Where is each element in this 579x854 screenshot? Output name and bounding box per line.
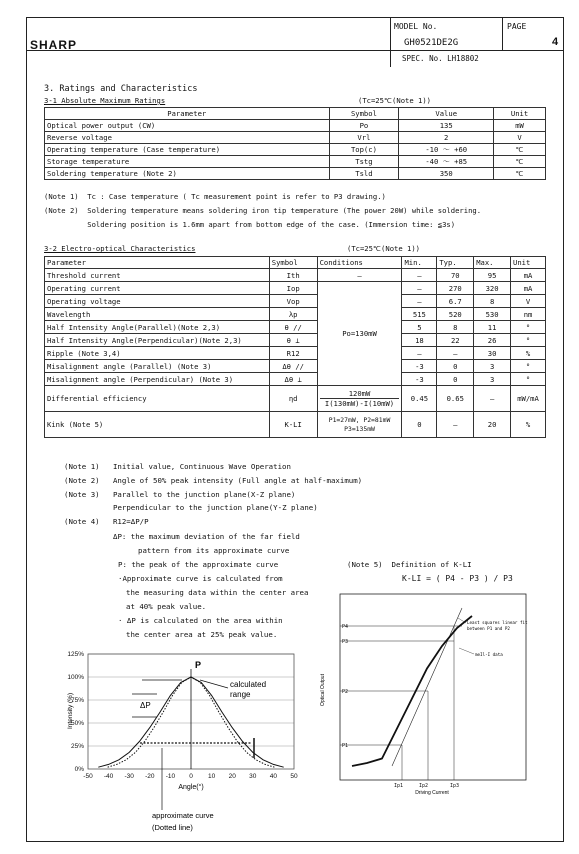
max-cell: 530 <box>474 308 511 321</box>
table-row <box>45 412 546 438</box>
header-box-left <box>390 17 391 67</box>
abs-note-3: Soldering position is 1.6mm apart from bottom edge of the case. (Immersion time: ≦3s) <box>44 220 456 229</box>
symbol-cell: R12 <box>269 347 317 360</box>
linear-fit-line <box>392 608 462 766</box>
spec-number: SPEC. No. LH18802 <box>402 54 479 63</box>
unit-cell: ° <box>511 321 546 334</box>
max-cell: 3 <box>474 373 511 386</box>
typ-cell: – <box>437 347 474 360</box>
symbol-cell: Vop <box>269 295 317 308</box>
abs-note-1: (Note 1) Tc : Case temperature ( Tc measurement point is refer to P3 drawing.) <box>44 192 386 201</box>
y-tick-label: 0% <box>74 766 84 773</box>
y-axis-label: Optical Output <box>320 674 326 706</box>
unit-cell: mA <box>511 282 546 295</box>
lsf-label-sub: between P1 and P2 <box>467 626 510 631</box>
symbol-cell: Iop <box>269 282 317 295</box>
param-cell: Optical power output (CW) <box>45 120 330 132</box>
col-header: Typ. <box>437 257 474 269</box>
max-cell: 11 <box>474 321 511 334</box>
unit-cell: ℃ <box>494 144 546 156</box>
y-tick-label: 100% <box>67 674 84 681</box>
note-4-p: P: the peak of the approximate curve <box>118 560 279 569</box>
value-cell: -10 ～ +60 <box>399 144 494 156</box>
param-cell: Misalignment angle (Perpendicular) (Note 3) <box>45 373 270 386</box>
calculated-label: calculated <box>230 680 267 689</box>
unit-cell: mA <box>511 269 546 282</box>
param-cell: Operating temperature (Case temperature) <box>45 144 330 156</box>
x-tick-label: 30 <box>249 773 257 780</box>
min-cell: 5 <box>402 321 437 334</box>
page-label: PAGE <box>507 22 527 31</box>
typ-cell: 22 <box>437 334 474 347</box>
param-cell: Half Intensity Angle(Parallel)(Note 2,3) <box>45 321 270 334</box>
max-cell: 320 <box>474 282 511 295</box>
y-axis-label: Intensity (%) <box>67 692 74 729</box>
symbol-cell: Ith <box>269 269 317 282</box>
eo-table <box>44 256 546 438</box>
param-cell: Storage temperature <box>45 156 330 168</box>
col-header: Min. <box>402 257 437 269</box>
param-cell: Kink (Note 5) <box>45 412 270 438</box>
param-cell: Operating voltage <box>45 295 270 308</box>
abs-note-2: (Note 2) Soldering temperature means soldering iron tip temperature (The power 20W) while soldering. <box>44 206 482 215</box>
unit-cell: V <box>511 295 546 308</box>
table-row <box>45 308 546 321</box>
typ-cell: 8 <box>437 321 474 334</box>
max-cell: – <box>474 386 511 412</box>
kink-condition-cell <box>317 412 402 438</box>
table-row <box>45 334 546 347</box>
note-4-dp1: ΔP: the maximum deviation of the far field <box>113 532 300 541</box>
param-cell: Half Intensity Angle(Perpendicular)(Note 2,3) <box>45 334 270 347</box>
value-cell: -40 ～ +85 <box>399 156 494 168</box>
min-cell: 515 <box>402 308 437 321</box>
note-5: (Note 5) Definition of K-LI <box>347 560 472 569</box>
min-cell: – <box>402 282 437 295</box>
table-row <box>45 132 546 144</box>
min-cell: 18 <box>402 334 437 347</box>
measured-label: meIl-I data <box>475 652 503 657</box>
col-header: Value <box>399 108 494 120</box>
max-cell: 20 <box>474 412 511 438</box>
model-label: MODEL No. <box>394 22 438 31</box>
p2-label: P2 <box>342 689 349 695</box>
y-tick-label: 25% <box>70 743 84 750</box>
note-1: (Note 1) Initial value, Continuous Wave Operation <box>64 462 291 471</box>
symbol-cell: Tstg <box>329 156 399 168</box>
note-4: (Note 4) R12=ΔP/P <box>64 517 149 526</box>
note-4-b1a: ·Approximate curve is calculated from <box>118 574 283 583</box>
min-cell: – <box>402 269 437 282</box>
de-numerator: 120mW <box>348 389 371 398</box>
de-denominator: I(130mW)-I(10mW) <box>320 398 400 408</box>
col-header: Symbol <box>269 257 317 269</box>
kink-cond-line1: P1=27mW, P2=81mW <box>328 415 391 424</box>
y-tick-label: 125% <box>67 651 84 658</box>
unit-cell: mW <box>494 120 546 132</box>
note-5-formula: K-LI = ( P4 - P3 ) / P3 <box>402 574 513 583</box>
symbol-cell: Top(c) <box>329 144 399 156</box>
unit-cell: ° <box>511 360 546 373</box>
col-header: Parameter <box>45 257 270 269</box>
min-cell: -3 <box>402 373 437 386</box>
abs-condition: (Tc=25℃(Note 1)) <box>358 96 431 105</box>
note-4-b1c: at 40% peak value. <box>126 602 207 611</box>
note-3a: (Note 3) Parallel to the junction plane(X-Z plane) <box>64 490 296 499</box>
x-tick-label: 40 <box>269 773 278 780</box>
x-axis-label: Angle(°) <box>178 784 204 791</box>
ip2-label: Ip2 <box>419 783 429 789</box>
label-dp: ΔP <box>140 701 151 710</box>
unit-cell: ° <box>511 334 546 347</box>
param-cell: Operating current <box>45 282 270 295</box>
unit-cell: % <box>511 412 546 438</box>
value-cell: 350 <box>399 168 494 180</box>
note-4-dp2: pattern from its approximate curve <box>138 546 290 555</box>
table-row <box>45 321 546 334</box>
table-row <box>45 360 546 373</box>
param-cell: Ripple (Note 3,4) <box>45 347 270 360</box>
param-cell: Misalignment angle (Parallel) (Note 3) <box>45 360 270 373</box>
x-tick-label: -50 <box>83 773 93 780</box>
note-4-b2a: · ΔP is calculated on the area within <box>118 616 283 625</box>
table-row <box>45 347 546 360</box>
x-tick-label: -40 <box>103 773 114 780</box>
typ-cell: – <box>437 412 474 438</box>
header-box-right <box>502 17 503 51</box>
symbol-cell: K-LI <box>269 412 317 438</box>
col-header: Symbol <box>329 108 399 120</box>
ip1-label: Ip1 <box>394 783 404 789</box>
max-cell: 3 <box>474 360 511 373</box>
x-tick-label: -20 <box>145 773 155 780</box>
value-cell: 2 <box>399 132 494 144</box>
note-2: (Note 2) Angle of 50% peak intensity (Full angle at half-maximum) <box>64 476 363 485</box>
table-row <box>45 282 546 295</box>
typ-cell: 520 <box>437 308 474 321</box>
symbol-cell: λp <box>269 308 317 321</box>
table-header-row <box>45 257 546 269</box>
p4-label: P4 <box>342 624 349 630</box>
value-cell: 135 <box>399 120 494 132</box>
note-4-b2b: the center area at 25% peak value. <box>126 630 278 639</box>
symbol-cell: Δθ // <box>269 360 317 373</box>
symbol-cell: θ ⊥ <box>269 334 317 347</box>
symbol-cell: Vrl <box>329 132 399 144</box>
x-axis-label: Driving Current <box>415 790 449 796</box>
col-header: Unit <box>494 108 546 120</box>
table-row <box>45 120 546 132</box>
typ-cell: 0.65 <box>437 386 474 412</box>
measured-pointer <box>459 648 474 654</box>
y-tick-label: 50% <box>70 720 84 727</box>
table-row <box>45 168 546 180</box>
x-tick-label: 0 <box>189 773 193 780</box>
symbol-cell: Δθ ⊥ <box>269 373 317 386</box>
typ-cell: 0 <box>437 373 474 386</box>
page-number: 4 <box>552 36 559 48</box>
abs-table <box>44 107 546 180</box>
min-cell: – <box>402 295 437 308</box>
table-row <box>45 295 546 308</box>
unit-cell: ℃ <box>494 156 546 168</box>
symbol-cell: ηd <box>269 386 317 412</box>
param-cell: Reverse voltage <box>45 132 330 144</box>
approx-label: approximate curve <box>152 811 214 820</box>
kink-chart <box>312 586 537 801</box>
max-cell: 8 <box>474 295 511 308</box>
typ-cell: 6.7 <box>437 295 474 308</box>
col-header: Parameter <box>45 108 330 120</box>
x-tick-label: 20 <box>228 773 236 780</box>
table-header-row <box>45 108 546 120</box>
p3-label: P3 <box>342 639 349 645</box>
min-cell: 0 <box>402 412 437 438</box>
symbol-cell: θ // <box>269 321 317 334</box>
po-condition-cell: Po=130mW <box>317 282 402 386</box>
col-header: Conditions <box>317 257 402 269</box>
unit-cell: ℃ <box>494 168 546 180</box>
sharp-logo: SHARP <box>30 38 78 52</box>
min-cell: 0.45 <box>402 386 437 412</box>
label-p: P <box>195 660 202 670</box>
table-row <box>45 144 546 156</box>
col-header: Unit <box>511 257 546 269</box>
p1-label: P1 <box>342 743 349 749</box>
param-cell: Differential efficiency <box>45 386 270 412</box>
max-cell: 30 <box>474 347 511 360</box>
param-cell: Threshold current <box>45 269 270 282</box>
model-value: GH0521DE2G <box>404 38 459 48</box>
symbol-cell: Tsld <box>329 168 399 180</box>
lsf-pointer <box>458 618 466 623</box>
kink-cond-line2: P3=135mW <box>344 424 375 433</box>
unit-cell: % <box>511 347 546 360</box>
eo-title: 3-2 Electro-optical Characteristics <box>44 244 196 253</box>
eo-condition: (Tc=25℃(Note 1)) <box>347 244 420 253</box>
range-label: range <box>230 690 251 699</box>
typ-cell: 0 <box>437 360 474 373</box>
typ-cell: 270 <box>437 282 474 295</box>
col-header: Max. <box>474 257 511 269</box>
note-3b: Perpendicular to the junction plane(Y-Z plane) <box>113 503 318 512</box>
max-cell: 95 <box>474 269 511 282</box>
far-field-chart <box>62 644 312 844</box>
x-tick-label: 10 <box>207 773 216 780</box>
table-row <box>45 373 546 386</box>
condition-cell: — <box>317 269 402 282</box>
symbol-cell: Po <box>329 120 399 132</box>
unit-cell: ° <box>511 373 546 386</box>
param-cell: Wavelength <box>45 308 270 321</box>
note-4-b1b: the measuring data within the center area <box>126 588 309 597</box>
unit-cell: V <box>494 132 546 144</box>
lsf-label: Least squares linear fit <box>467 620 528 625</box>
unit-cell: nm <box>511 308 546 321</box>
abs-title: 3-1 Absolute Maximum Ratings <box>44 96 166 105</box>
unit-cell: mW/mA <box>511 386 546 412</box>
min-cell: -3 <box>402 360 437 373</box>
table-row <box>45 386 546 412</box>
ip3-label: Ip3 <box>450 783 460 789</box>
header-line <box>26 50 564 51</box>
x-tick-label: 50 <box>290 773 298 780</box>
section-title: 3. Ratings and Characteristics <box>44 84 198 94</box>
min-cell: – <box>402 347 437 360</box>
approx-label-sub: (Dotted line) <box>152 823 193 832</box>
de-condition-cell <box>317 386 402 412</box>
table-row <box>45 156 546 168</box>
x-tick-label: -30 <box>124 773 134 780</box>
param-cell: Soldering temperature (Note 2) <box>45 168 330 180</box>
max-cell: 26 <box>474 334 511 347</box>
y-tick-label: 75% <box>70 697 84 704</box>
table-row <box>45 269 546 282</box>
x-tick-label: -10 <box>165 773 176 780</box>
typ-cell: 70 <box>437 269 474 282</box>
